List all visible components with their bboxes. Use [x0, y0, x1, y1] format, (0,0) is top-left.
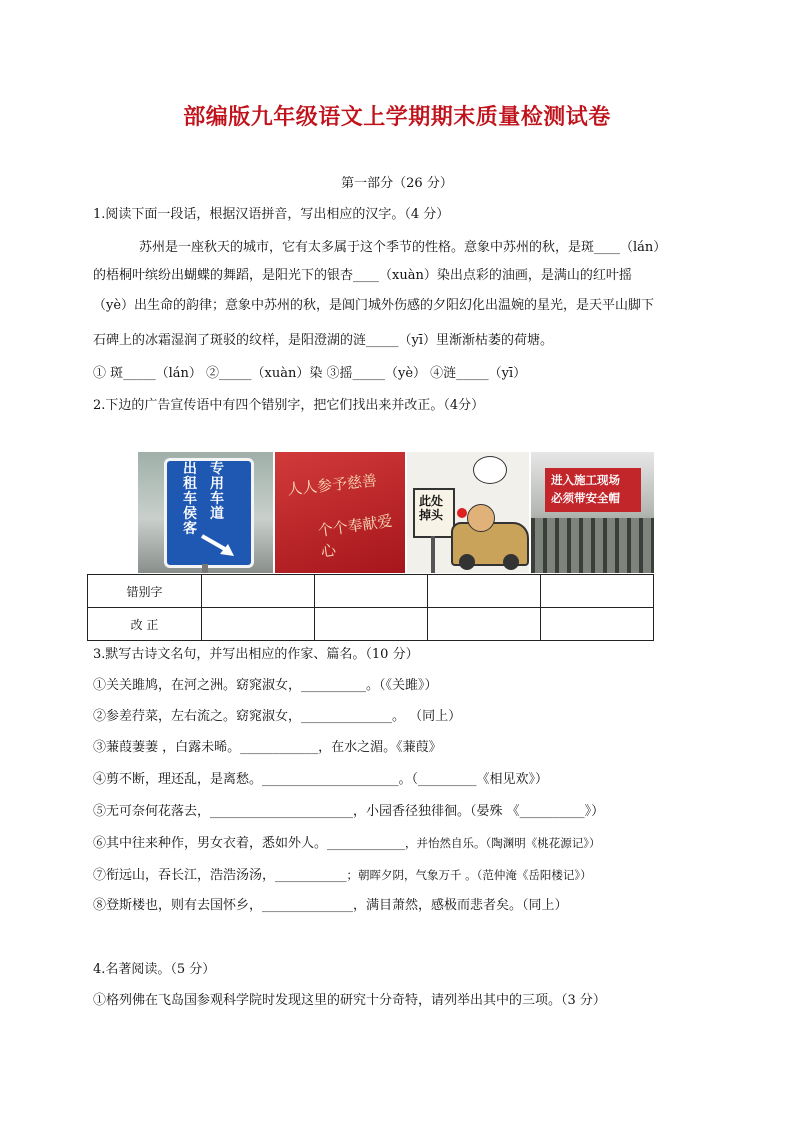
q3-line6-main: ⑥其中往来种作，男女衣着，悉如外人。____________: [93, 836, 406, 851]
q1-stem: 1.阅读下面一段话，根据汉语拼音，写出相应的汉字。（4 分）: [93, 207, 450, 222]
sign-text-lane: 专用车道: [210, 461, 224, 522]
q1-para-line: 的梧桐叶缤纷出蝴蝶的舞蹈，是阳光下的银杏____（xuàn）染出点彩的油画，是满山的红叶摇: [93, 268, 632, 283]
ad-photo-taxi-sign: [138, 452, 273, 573]
sign-text-taxi: 出租车侯客: [183, 461, 197, 537]
car-wheel: [459, 554, 475, 570]
car-wheel: [503, 554, 519, 570]
ad-photo-construction-sign: [531, 452, 654, 573]
q1-answer-blanks: ① 斑_____（lán） ②_____（xuàn）染 ③摇_____（yè） ④涟_____（yī）: [93, 366, 527, 381]
q3-line: ④剪不断，理还乱，是离愁。_____________________。（_________《相见欢》）: [93, 772, 549, 787]
correction-cell[interactable]: [202, 608, 315, 641]
q3-line: [93, 835, 601, 852]
construction-text-line1: 进入施工现场: [551, 473, 620, 487]
correction-cell[interactable]: [428, 608, 541, 641]
q3-line7-main: ⑦衔远山，吞长江，浩浩汤汤，___________: [93, 868, 347, 883]
q3-line7-source: ；朝晖夕阴，气象万千 。（范仲淹《岳阳楼记》）: [346, 868, 592, 882]
q3-line: ⑧登斯楼也，则有去国怀乡，______________，满目萧然，感极而悲者矣。（同上）: [93, 898, 568, 913]
table-row: [88, 575, 654, 608]
q4-sub1: ①格列佛在飞岛国参观科学院时发现这里的研究十分奇特，请列举出其中的三项。（3 分）: [93, 993, 606, 1008]
thought-bubble: [473, 456, 507, 484]
q3-line: ③蒹葭萋萋 ，白露未晞。____________，在水之湄。《蒹葭》: [93, 740, 442, 755]
q1-para-line: （yè）出生命的韵律；意象中苏州的秋，是阊门城外伤感的夕阳幻化出温婉的星光，是天平山脚下: [93, 298, 655, 313]
typo-table: [87, 574, 654, 641]
q3-line: ⑤无可奈何花落去，______________________，小园香径独徘徊。（晏殊 《__________》）: [93, 804, 605, 819]
q2-stem: 2.下边的广告宣传语中有四个错别字，把它们找出来并改正。（4分）: [93, 398, 485, 413]
q1-para-line: 石碑上的冰霜湿润了斑驳的纹样，是阳澄湖的涟_____（yī）里渐渐枯萎的荷塘。: [93, 333, 554, 348]
banner-text-line2: 个个奉献爱心: [316, 511, 394, 561]
part-heading: 第一部分（26 分）: [341, 176, 453, 191]
ad-photo-charity-banner: [275, 452, 405, 573]
cartoon-sign-text: 此处掉头: [419, 494, 444, 522]
correction-row-label: 改 正: [88, 608, 202, 641]
q3-stem: 3.默写古诗文名句，并写出相应的作家、篇名。（10 分）: [93, 647, 419, 662]
typo-cell[interactable]: [202, 575, 315, 608]
arrow-icon: [198, 532, 238, 558]
typo-row-label: 错别字: [88, 575, 202, 608]
banner-text-line1: 人人参予慈善: [286, 471, 378, 499]
typo-cell[interactable]: [428, 575, 541, 608]
q3-line: ①关关雎鸠，在河之洲。窈窕淑女，__________。（《关雎》）: [93, 678, 438, 693]
construction-text-line2: 必须带安全帽: [551, 491, 620, 505]
table-row: [88, 608, 654, 641]
correction-cell[interactable]: [541, 608, 654, 641]
cartoon-driver: [467, 504, 495, 532]
ad-photo-uturn-cartoon: [407, 452, 529, 573]
typo-cell[interactable]: [541, 575, 654, 608]
q1-para-line: 苏州是一座秋天的城市，它有太多属于这个季节的性格。意象中苏州的秋，是斑____（lán）: [139, 240, 667, 255]
cartoon-sign-pole: [431, 536, 435, 573]
sign-pole: [202, 564, 208, 573]
typo-cell[interactable]: [315, 575, 428, 608]
q3-line: [93, 867, 592, 884]
ad-photos: [138, 452, 654, 573]
q4-stem: 4.名著阅读。（5 分）: [93, 962, 216, 977]
correction-cell[interactable]: [315, 608, 428, 641]
q3-line6-source: ，并怡然自乐。（陶渊明《桃花源记》）: [405, 836, 601, 850]
gate-fence: [531, 518, 654, 573]
q3-line: ②参差荇菜，左右流之。窈窕淑女，______________。 （同上）: [93, 709, 462, 724]
exclaim-icon: [457, 508, 467, 518]
exam-title: 部编版九年级语文上学期期末质量检测试卷: [183, 105, 611, 130]
